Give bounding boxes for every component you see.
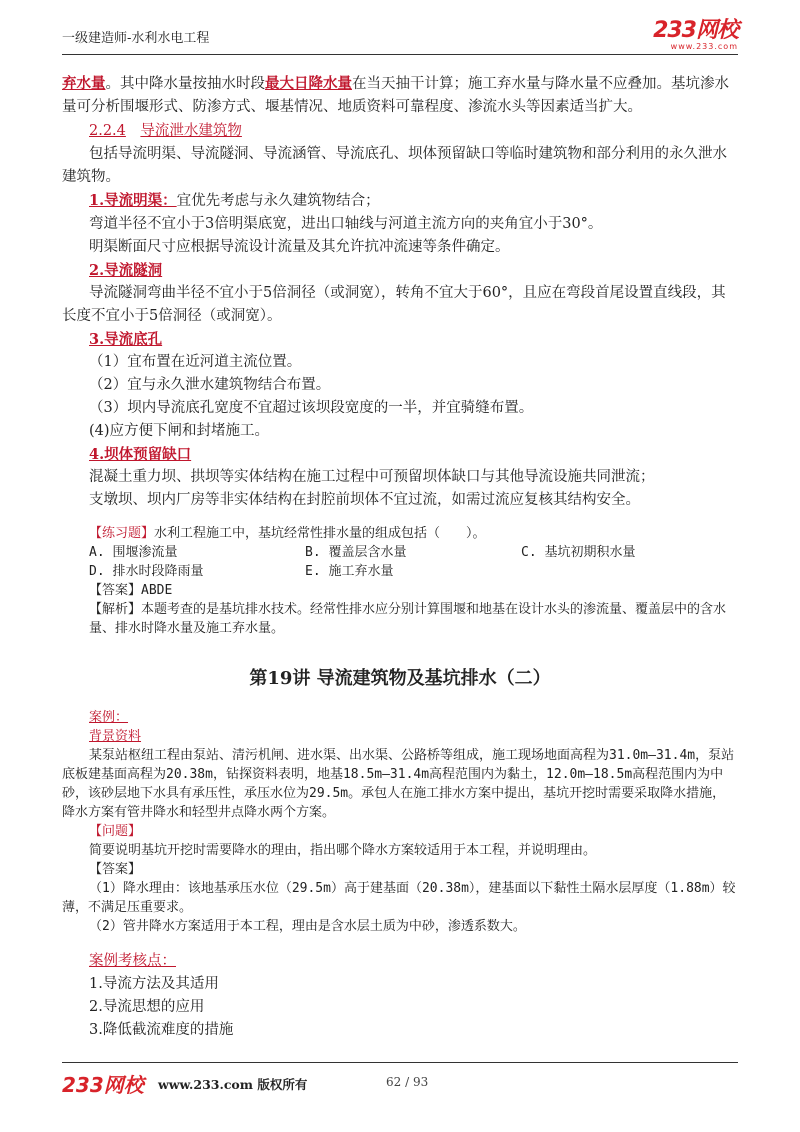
case-bg-text: 某泵站枢纽工程由泵站、清污机闸、进水渠、出水渠、公路桥等组成，施工现场地面高程为31.0m—31.4m，泵站底板建基面高程为20.38m，钻探资料表明，地基18.5m—31.4m高程范围内为黏土，12.0m—18.5m高程范围内为中砂，该砂层地下水具有承压性，承压水位为29.5m。承包人在施工排水方案中提出，基坑开挖时需要采取降水措施，降水方案有管井降水和轻型井点降水两个方案。 — [62, 748, 735, 820]
dikong-line-3: （3）坝内导流底孔宽度不宜超过该坝段宽度的一半，并宜骑缝布置。 — [89, 400, 534, 416]
point-item-1: 1.导流方法及其适用 — [89, 976, 219, 992]
keyword-qishuiliang: 弃水量 — [62, 75, 106, 92]
points-title: 案例考核点： — [89, 953, 176, 969]
page-header — [62, 18, 738, 55]
page-footer — [62, 1062, 738, 1097]
dikong-heading: 3.导流底孔 — [89, 331, 163, 348]
dikong-line-1: （1）宜布置在近河道主流位置。 — [89, 354, 302, 370]
quekou-line-2: 支墩坝、坝内厂房等非实体结构在封腔前坝体不宜过流，如需过流应复核其结构安全。 — [89, 492, 640, 508]
case-question-text: 简要说明基坑开挖时需要降水的理由，指出哪个降水方案较适用于本工程，并说明理由。 — [89, 843, 597, 858]
section-desc: 包括导流明渠、导流隧洞、导流涵管、导流底孔、坝体预留缺口等临时建筑物和部分利用的永久泄水建筑物。 — [62, 146, 727, 185]
exercise-question: 【练习题】水利工程施工中，基坑经常性排水量的组成包括（ ）。 — [89, 526, 486, 541]
point-item-3: 3.降低截流难度的措施 — [89, 1022, 234, 1038]
keyword-max-rain: 最大日降水量 — [265, 75, 352, 92]
option-e: E. 施工弃水量 — [305, 564, 394, 579]
exercise-options-row-1 — [62, 543, 738, 562]
suidong-heading: 2.导流隧洞 — [89, 262, 163, 279]
dikong-line-2: （2）宜与永久泄水建筑物结合布置。 — [89, 377, 331, 393]
page-number: 62 / 93 — [386, 1075, 429, 1089]
suidong-text: 导流隧洞弯曲半径不宜小于5倍洞径（或洞宽），转角不宜大于60°，且应在弯段首尾设置直线段，其长度不宜小于5倍洞径（或洞宽）。 — [62, 285, 726, 324]
dikong-line-4: (4)应方便下闸和封堵施工。 — [89, 423, 270, 439]
quekou-line-1: 混凝土重力坝、拱坝等实体结构在施工过程中可预留坝体缺口与其他导流设施共同泄流； — [89, 469, 655, 485]
footer-copyright: www.233.com 版权所有 — [158, 1077, 308, 1092]
case-bg-label: 背景资料 — [89, 729, 142, 744]
case-block — [62, 708, 738, 936]
chapter-title: 第19讲 导流建筑物及基坑排水（二） — [249, 668, 551, 689]
option-a: A. 围堰渗流量 — [89, 545, 178, 560]
brand-logo — [653, 20, 738, 51]
case-label: 案例： — [89, 710, 129, 725]
case-answer-1: （1）降水理由：该地基承压水位（29.5m）高于建基面（20.38m），建基面以下黏性土隔水层厚度（1.88m）较薄，不满足压重要求。 — [62, 881, 736, 915]
section-heading: 2.2.4 导流泄水建筑物 — [89, 123, 242, 139]
case-answer-tag: 【答案】 — [89, 862, 142, 877]
intro-paragraph: 弃水量。其中降水量按抽水时段最大日降水量在当天抽干计算；施工弃水量与降水量不应叠加。基坑渗水量可分析围堰形式、防渗方式、堰基情况、地质资料可靠程度、渗流水头等因素适当扩大。 — [62, 75, 729, 115]
option-d: D. 排水时段降雨量 — [89, 564, 204, 579]
option-b: B. 覆盖层含水量 — [305, 545, 407, 560]
logo-mark: 233网校 — [653, 18, 738, 43]
mingqu-heading: 1.导流明渠：宜优先考虑与永久建筑物结合； — [89, 192, 380, 209]
exercise-answer: 【答案】ABDE — [89, 583, 173, 598]
point-item-2: 2.导流思想的应用 — [89, 999, 205, 1015]
mingqu-line-2: 明渠断面尺寸应根据导流设计流量及其允许抗冲流速等条件确定。 — [89, 239, 510, 255]
case-question-tag: 【问题】 — [89, 824, 142, 839]
option-c: C. 基坑初期积水量 — [521, 545, 636, 560]
page-content — [62, 72, 738, 1042]
exercise-options-row-2 — [62, 562, 738, 581]
header-title: 一级建造师-水利水电工程 — [62, 31, 210, 46]
case-answer-2: （2）管井降水方案适用于本工程，理由是含水层土质为中砂，渗透系数大。 — [89, 919, 526, 934]
exercise-block — [62, 524, 738, 638]
exercise-analysis: 【解析】本题考查的是基坑排水技术。经常性排水应分别计算围堰和地基在设计水头的渗流量、覆盖层中的含水量、排水时降水量及施工弃水量。 — [89, 602, 727, 636]
quekou-heading: 4.坝体预留缺口 — [89, 446, 192, 463]
logo-url: www.233.com — [670, 42, 738, 51]
footer-logo: 233网校 — [62, 1073, 144, 1097]
mingqu-line-1: 弯道半径不宜小于3倍明渠底宽，进出口轴线与河道主流方向的夹角宜小于30°。 — [89, 216, 603, 232]
